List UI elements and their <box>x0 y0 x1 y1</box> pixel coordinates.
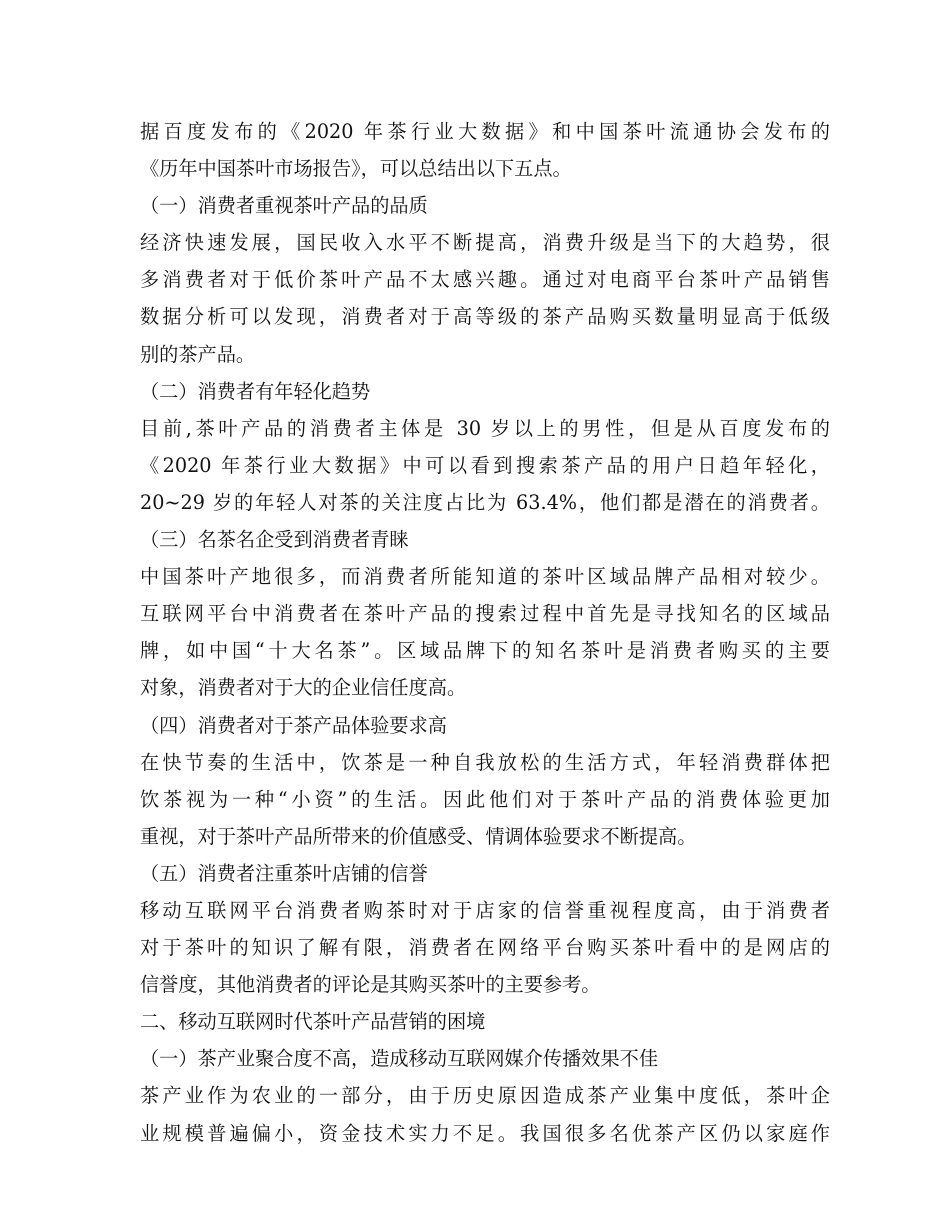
text-line: 多消费者对于低价茶叶产品不太感兴趣。通过对电商平台茶叶产品销售 <box>140 268 830 292</box>
text-line: 据百度发布的《2020 年茶行业大数据》和中国茶叶流通协会发布的 <box>140 120 830 143</box>
text-line: 数据分析可以发现，消费者对于高等级的茶产品购买数量明显高于低级 <box>140 305 830 329</box>
text-line: 对于茶叶的知识了解有限，消费者在网络平台购买茶叶看中的是网店的 <box>140 936 830 960</box>
document-body <box>140 113 830 1152</box>
section-heading: （四）消费者对于茶产品体验要求高 <box>140 713 447 737</box>
section-heading: （一）茶产业聚合度不高，造成移动互联网媒介传播效果不佳 <box>140 1047 659 1071</box>
text-line: 重视，对于茶叶产品所带来的价值感受、情调体验要求不断提高。 <box>140 824 697 848</box>
text-line: 业规模普遍偏小，资金技术实力不足。我国很多名优茶产区仍以家庭作 <box>140 1121 830 1145</box>
section-heading: （五）消费者注重茶叶店铺的信誉 <box>140 861 428 885</box>
section-heading: （三）名茶名企受到消费者青睐 <box>140 528 409 552</box>
text-line: 目前,茶叶产品的消费者主体是 30 岁以上的男性，但是从百度发布的 <box>140 416 830 440</box>
section-heading: （二）消费者有年轻化趋势 <box>140 379 371 403</box>
text-line: 牌，如中国“十大名茶”。区域品牌下的知名茶叶是消费者购买的主要 <box>140 639 830 663</box>
text-line: 《2020 年茶行业大数据》中可以看到搜索茶产品的用户日趋年轻化， <box>140 453 830 477</box>
text-line: 中国茶叶产地很多，而消费者所能知道的茶叶区域品牌产品相对较少。 <box>140 565 830 589</box>
text-line: 经济快速发展，国民收入水平不断提高，消费升级是当下的大趋势，很 <box>140 231 830 255</box>
text-line: 茶产业作为农业的一部分，由于历史原因造成茶产业集中度低，茶叶企 <box>140 1084 830 1108</box>
chapter-heading: 二、移动互联网时代茶叶产品营销的困境 <box>140 1010 486 1034</box>
text-line: 对象，消费者对于大的企业信任度高。 <box>140 676 467 700</box>
text-line: 20~29 岁的年轻人对茶的关注度占比为 63.4%，他们都是潜在的消费者。 <box>140 490 830 514</box>
text-line: 移动互联网平台消费者购茶时对于店家的信誉重视程度高，由于消费者 <box>140 898 830 922</box>
text-line: 《历年中国茶叶市场报告》，可以总结出以下五点。 <box>140 157 572 181</box>
text-line: 信誉度，其他消费者的评论是其购买茶叶的主要参考。 <box>140 973 601 997</box>
text-line: 饮茶视为一种“小资”的生活。因此他们对于茶叶产品的消费体验更加 <box>140 787 830 811</box>
text-line: 互联网平台中消费者在茶叶产品的搜索过程中首先是寻找知名的区域品 <box>140 602 830 626</box>
text-line: 别的茶产品。 <box>140 342 256 366</box>
text-line: 在快节奏的生活中，饮茶是一种自我放松的生活方式，年轻消费群体把 <box>140 750 830 774</box>
section-heading: （一）消费者重视茶叶产品的品质 <box>140 194 428 218</box>
